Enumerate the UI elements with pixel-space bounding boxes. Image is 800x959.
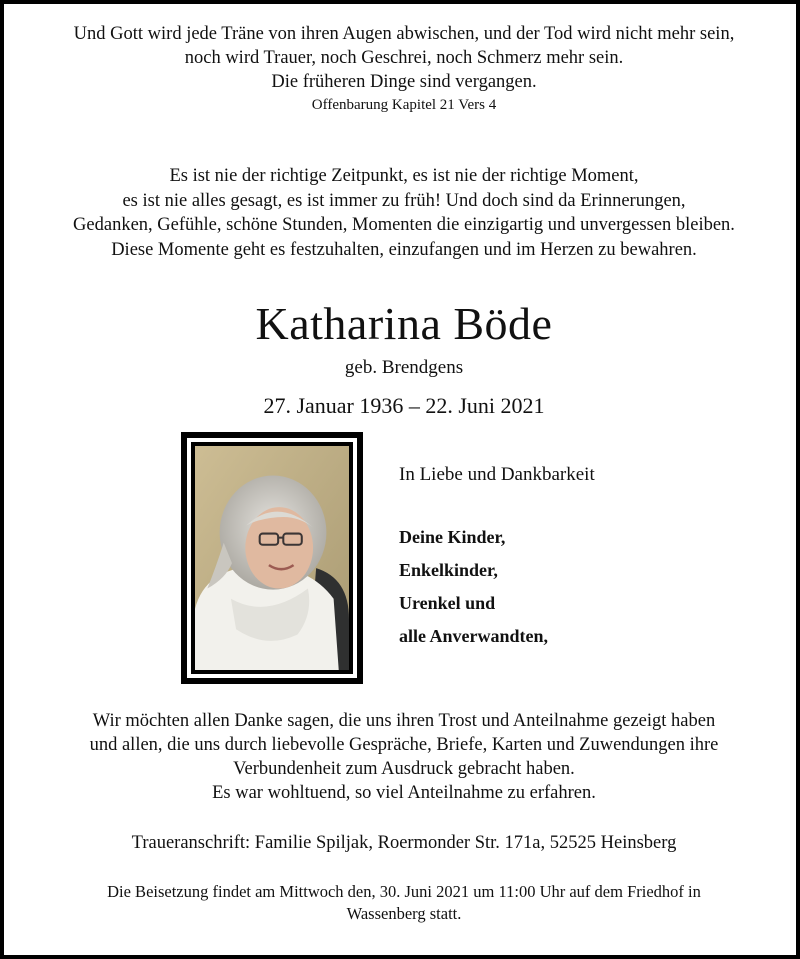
life-dates: 27. Januar 1936 – 22. Juni 2021 [263,393,545,418]
mourning-address: Traueranschrift: Familie Spiljak, Roermonder Str. 171a, 52525 Heinsberg [131,833,677,853]
portrait-frame [181,432,363,684]
bible-verse [4,22,800,94]
mourner-entry: Deine Kinder, [399,527,506,547]
burial-info [4,881,800,925]
memory-line: es ist nie alles gesagt, es ist immer zu früh! Und doch sind da Erinnerungen, [122,190,686,211]
memory-text [4,164,800,262]
mourners-list [399,527,548,659]
burial-line: Wassenberg statt. [346,904,462,923]
memory-line: Diese Momente geht es festzuhalten, einzufangen und im Herzen zu bewahren. [111,239,697,260]
thanks-text [4,709,800,805]
burial-line: Die Beisetzung findet am Mittwoch den, 30. Juni 2021 um 11:00 Uhr auf dem Friedhof in [107,882,701,901]
thanks-line: Verbundenheit zum Ausdruck gebracht haben. [233,759,575,779]
mourner-entry: Urenkel und [399,593,496,613]
maiden-name: geb. Brendgens [344,357,464,378]
verse-line: noch wird Trauer, noch Geschrei, noch Schmerz mehr sein. [184,48,624,68]
thanks-line: und allen, die uns durch liebevolle Gespräche, Briefe, Karten und Zuwendungen ihre [89,735,719,755]
love-gratitude-line: In Liebe und Dankbarkeit [399,464,595,485]
memory-line: Gedanken, Gefühle, schöne Stunden, Momenten die einzigartig und unvergessen bleiben. [73,215,735,235]
memory-line: Es ist nie der richtige Zeitpunkt, es ist nie der richtige Moment, [169,166,639,186]
verse-reference: Offenbarung Kapitel 21 Vers 4 [311,97,497,113]
portrait-photo [195,446,349,670]
mourner-entry: Enkelkinder, [399,560,498,580]
verse-line: Die früheren Dinge sind vergangen. [271,72,537,92]
mourner-entry: alle Anverwandten, [399,626,549,646]
verse-line: Und Gott wird jede Träne von ihren Augen abwischen, und der Tod wird nicht mehr sein, [73,24,735,44]
thanks-line: Es war wohltuend, so viel Anteilnahme zu erfahren. [212,783,596,803]
deceased-name: Katharina Böde [255,298,553,349]
thanks-line: Wir möchten allen Danke sagen, die uns ihren Trost und Anteilnahme gezeigt haben [92,711,716,731]
